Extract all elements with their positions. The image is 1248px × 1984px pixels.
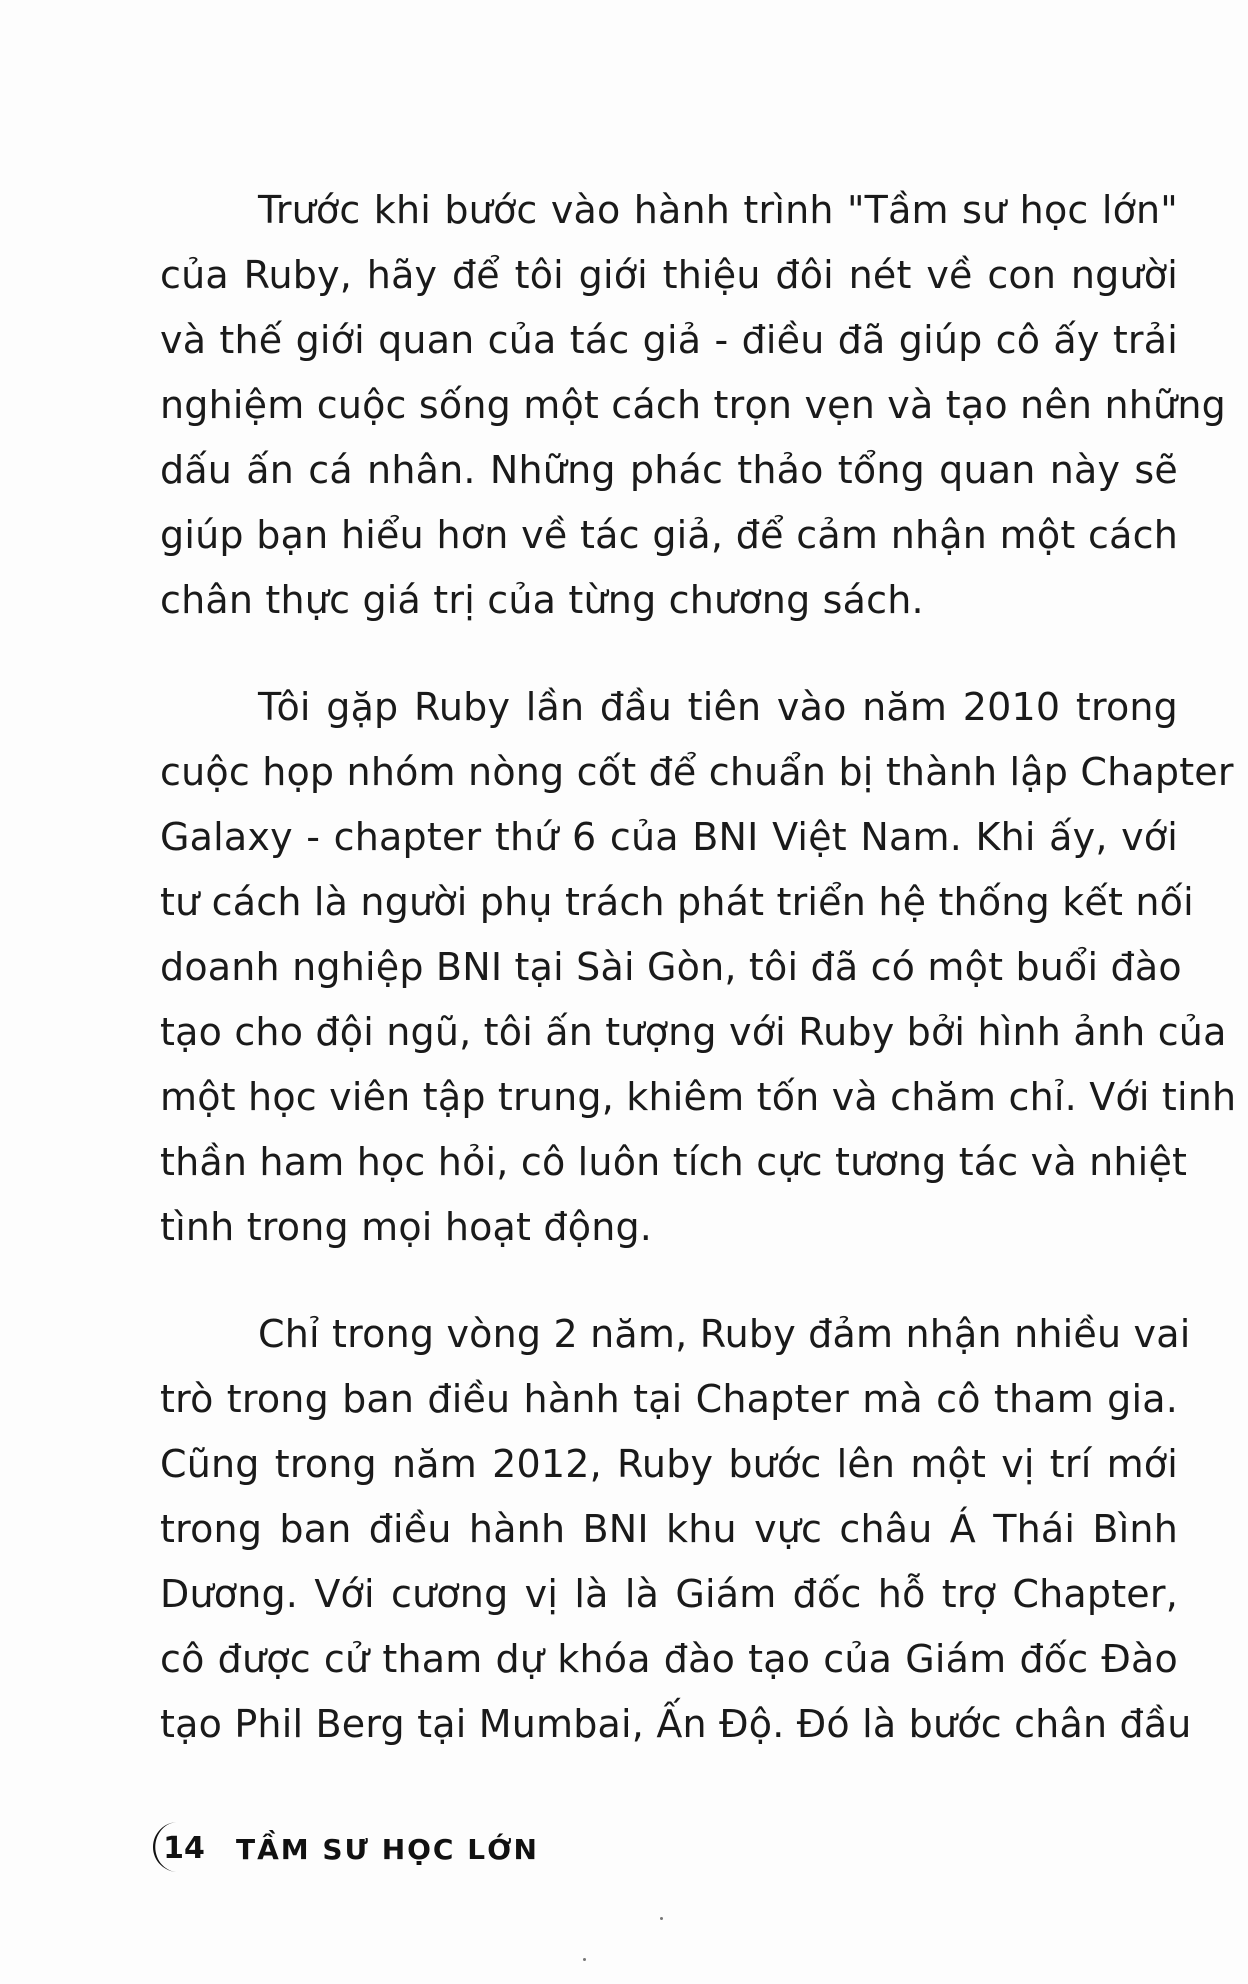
print-speck <box>583 1958 586 1961</box>
paragraph-line: cô được cử tham dự khóa đào tạo của Giám đốc Đào <box>160 1637 1178 1681</box>
paragraph-line: tạo Phil Berg tại Mumbai, Ấn Độ. Đó là bước chân đầu <box>160 1702 1192 1746</box>
page-footer <box>148 1812 539 1882</box>
paragraph-line: Tôi gặp Ruby lần đầu tiên vào năm 2010 trong <box>258 685 1178 729</box>
paragraph-line: thần ham học hỏi, cô luôn tích cực tương tác và nhiệt <box>160 1140 1188 1184</box>
paragraph-line: Trước khi bước vào hành trình "Tầm sư học lớn" <box>258 188 1178 232</box>
page-number: 14 <box>163 1830 205 1866</box>
paragraph-line: Chỉ trong vòng 2 năm, Ruby đảm nhận nhiều vai <box>258 1312 1191 1356</box>
paragraph-line: dấu ấn cá nhân. Những phác thảo tổng quan này sẽ <box>160 448 1178 492</box>
paragraph-2 <box>160 675 1237 1260</box>
paragraph-line: tình trong mọi hoạt động. <box>160 1205 653 1249</box>
print-speck <box>660 1917 663 1920</box>
paragraph-3 <box>160 1302 1192 1757</box>
paragraph-line: và thế giới quan của tác giả - điều đã giúp cô ấy trải <box>160 318 1178 362</box>
paragraph-line: doanh nghiệp BNI tại Sài Gòn, tôi đã có một buổi đào <box>160 945 1182 989</box>
paragraph-line: Dương. Với cương vị là là Giám đốc hỗ trợ Chapter, <box>160 1572 1178 1616</box>
paragraph-line: một học viên tập trung, khiêm tốn và chăm chỉ. Với tinh <box>160 1075 1237 1119</box>
paragraph-line: chân thực giá trị của từng chương sách. <box>160 578 924 622</box>
running-title: TẦM SƯ HỌC LỚN <box>236 1832 539 1866</box>
paragraph-1 <box>160 178 1226 633</box>
paragraph-line: trò trong ban điều hành tại Chapter mà cô tham gia. <box>160 1377 1178 1421</box>
paragraph-line: giúp bạn hiểu hơn về tác giả, để cảm nhận một cách <box>160 513 1178 557</box>
paragraph-line: của Ruby, hãy để tôi giới thiệu đôi nét về con người <box>160 253 1178 297</box>
paragraph-line: nghiệm cuộc sống một cách trọn vẹn và tạo nên những <box>160 383 1226 427</box>
paragraph-line: tư cách là người phụ trách phát triển hệ thống kết nối <box>160 880 1194 924</box>
paragraph-line: tạo cho đội ngũ, tôi ấn tượng với Ruby bởi hình ảnh của <box>160 1010 1227 1054</box>
paragraph-line: trong ban điều hành BNI khu vực châu Á Thái Bình <box>160 1507 1178 1551</box>
paragraph-line: cuộc họp nhóm nòng cốt để chuẩn bị thành lập Chapter <box>160 750 1234 794</box>
body-text <box>160 178 1237 1799</box>
paragraph-line: Cũng trong năm 2012, Ruby bước lên một vị trí mới <box>160 1442 1178 1486</box>
paragraph-line: Galaxy - chapter thứ 6 của BNI Việt Nam. Khi ấy, với <box>160 815 1178 859</box>
page-number-badge <box>148 1818 206 1876</box>
